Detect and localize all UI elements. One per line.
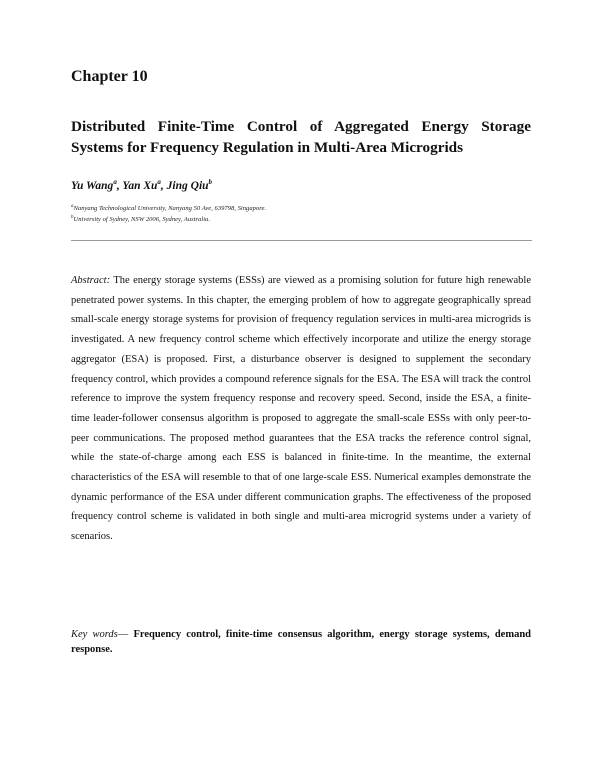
author-name: Yu Wang	[71, 180, 114, 192]
keywords-label: Key words	[71, 629, 118, 640]
header-divider	[71, 240, 532, 241]
affiliation-marker: a	[71, 203, 74, 209]
author-list	[71, 180, 212, 192]
keywords-list: Frequency control, finite-time consensus algorithm, energy storage systems, demand response.	[71, 629, 532, 655]
author-affiliation-marker: a	[113, 178, 117, 187]
abstract-label: Abstract:	[71, 275, 111, 286]
affiliation-line	[71, 216, 210, 223]
author-affiliation-marker: b	[208, 178, 213, 187]
keywords-dash: —	[117, 629, 129, 640]
author-separator: ,	[116, 180, 123, 192]
affiliation-marker: b	[71, 214, 74, 220]
keywords-paragraph	[71, 628, 531, 657]
abstract-body: The energy storage systems (ESSs) are viewed as a promising solution for future high renewable penetrated power systems. In this chapter, the emerging problem of how to aggregate geographically spread small-scale energy storage systems for provision of frequency regulation services in multi-area microgrids is investigated. A new frequency control scheme which effectively incorporate and utilize the energy storage aggregator (ESA) is proposed. First, a disturbance observer is designed to supplement the secondary frequency control, which provides a compound reference signals for the ESA. The ESA will track the control reference to improve the system frequency response and recovery speed. Second, inside the ESA, a finite-time leader-follower consensus algorithm is proposed to aggregate the small-scale ESSs with only peer-to-peer communications. The proposed method guarantees that the ESA tracks the reference control signal, while the state-of-charge among each ESS is balanced in finite-time. In the meantime, the external characteristics of the ESA will resemble to that of one large-scale ESS. Numerical examples demonstrate the dynamic performance of the ESA under different communication graphs. The effectiveness of the proposed frequency control scheme is validated in both single and multi-area microgrid systems under a variety of scenarios.	[71, 275, 531, 543]
affiliation-text: University of Sydney, NSW 2006, Sydney, Australia.	[73, 216, 210, 223]
author-name: Jing Qiu	[166, 180, 209, 192]
affiliation-text: Nanyang Technological University, Nanyang 50 Ave, 639798, Singapore.	[73, 205, 267, 212]
author-name: Yan Xu	[122, 180, 158, 192]
chapter-heading: Chapter 10	[71, 68, 148, 85]
chapter-title: Distributed Finite-Time Control of Aggregated Energy Storage Systems for Frequency Regulation in Multi-Area Microgrids	[71, 118, 531, 156]
author-separator: ,	[160, 180, 167, 192]
abstract-paragraph	[71, 271, 531, 547]
author-affiliation-marker: a	[157, 178, 161, 187]
affiliation-line	[71, 205, 266, 212]
